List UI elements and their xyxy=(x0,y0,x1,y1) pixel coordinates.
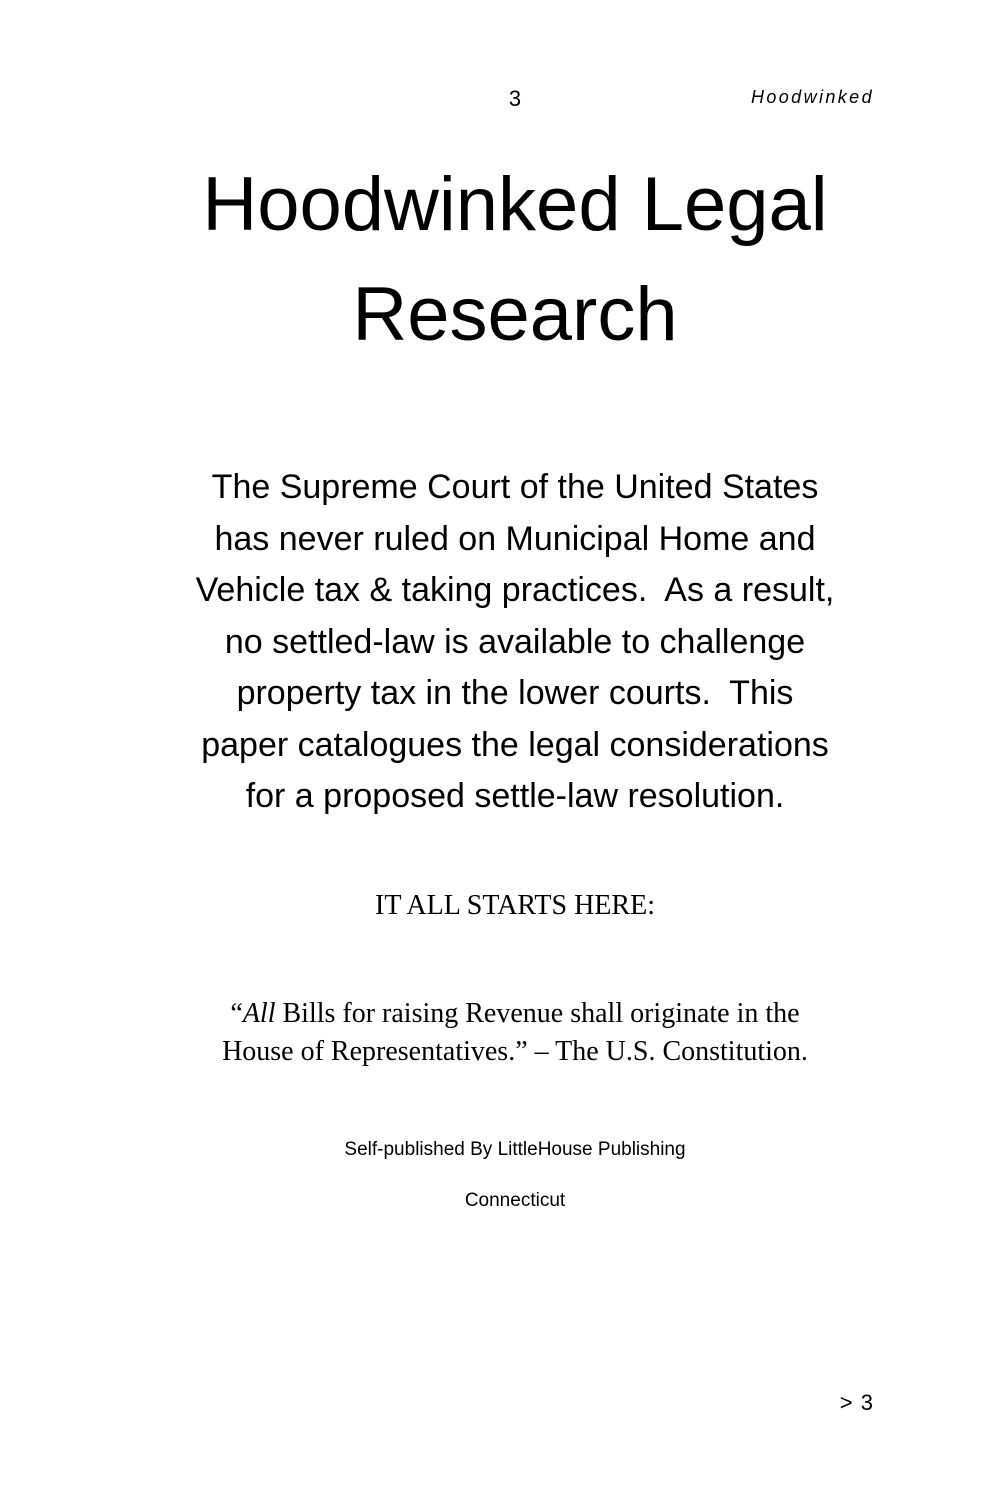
page-number-top: 3 xyxy=(508,86,522,111)
constitution-quote xyxy=(110,995,920,1071)
section-heading: IT ALL STARTS HERE: xyxy=(375,890,655,921)
page-number-bottom: > 3 xyxy=(839,1390,874,1415)
running-head: Hoodwinked xyxy=(750,87,874,107)
abstract-line: for a proposed settle-law resolution. xyxy=(245,777,785,815)
abstract-line: paper catalogues the legal considerations xyxy=(201,725,829,764)
publisher-location: Connecticut xyxy=(464,1190,566,1211)
title-line: Hoodwinked Legal xyxy=(202,162,828,247)
quote-emphasis: All xyxy=(242,998,276,1029)
quote-line-1: Bills for raising Revenue shall originate in the xyxy=(275,998,800,1029)
abstract-line: Vehicle tax & taking practices. As a result, xyxy=(195,571,835,609)
quote-line-2: House of Representatives.” – The U.S. Constitution. xyxy=(222,1036,808,1067)
abstract-line: no settled-law is available to challenge xyxy=(224,622,806,661)
page-title xyxy=(120,150,910,370)
abstract xyxy=(120,462,910,823)
title-line: Research xyxy=(352,272,678,357)
abstract-line: has never ruled on Municipal Home and xyxy=(214,519,816,558)
publisher-line: Self-published By LittleHouse Publishing xyxy=(344,1139,686,1160)
abstract-line: The Supreme Court of the United States xyxy=(211,468,819,506)
quote-open-mark: “ xyxy=(230,998,243,1029)
abstract-line: property tax in the lower courts. This xyxy=(236,674,794,712)
